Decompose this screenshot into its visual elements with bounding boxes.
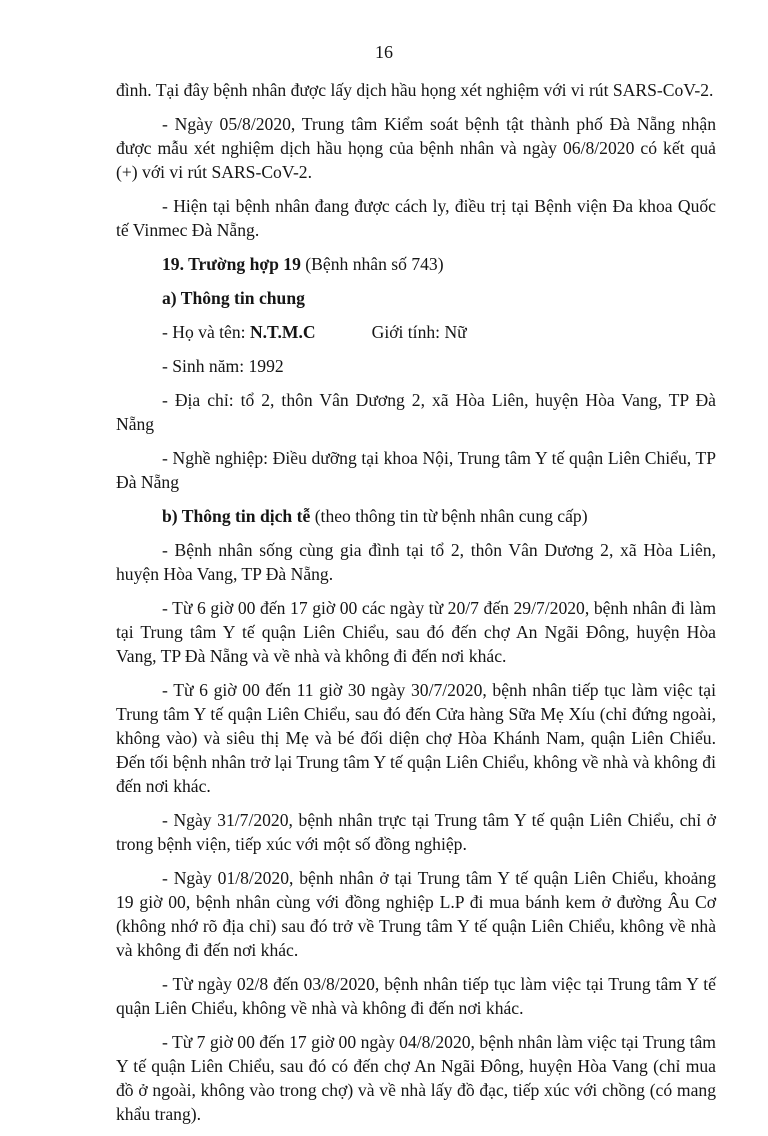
section-a-heading bbox=[116, 286, 716, 310]
gender-value: Giới tính: Nữ bbox=[371, 322, 467, 342]
case-19-patient-number: (Bệnh nhân số 743) bbox=[300, 254, 444, 274]
patient-name-line bbox=[116, 320, 716, 344]
document-body bbox=[116, 78, 716, 1136]
section-b-subtitle: (theo thông tin từ bệnh nhân cung cấp) bbox=[310, 506, 588, 526]
occupation-line: - Nghề nghiệp: Điều dưỡng tại khoa Nội, Trung tâm Y tế quận Liên Chiểu, TP Đà Nẵng bbox=[116, 448, 716, 492]
section-b-title: b) Thông tin dịch tễ bbox=[162, 506, 311, 526]
section-a-title: a) Thông tin chung bbox=[162, 288, 305, 308]
page-number: 16 bbox=[375, 42, 393, 62]
name-label: - Họ và tên: bbox=[162, 322, 250, 342]
name-value: N.T.M.C bbox=[249, 322, 316, 342]
epidemiology-item-4: - Ngày 31/7/2020, bệnh nhân trực tại Trung tâm Y tế quận Liên Chiểu, chỉ ở trong bệnh viện, tiếp xúc với một số đồng nghiệp. bbox=[116, 810, 716, 854]
epidemiology-item-6: - Từ ngày 02/8 đến 03/8/2020, bệnh nhân tiếp tục làm việc tại Trung tâm Y tế quận Liên Chiểu, không về nhà và không đi đến nơi khác. bbox=[116, 974, 716, 1018]
birth-year-line: - Sinh năm: 1992 bbox=[162, 356, 284, 376]
section-b-heading bbox=[116, 504, 716, 528]
epidemiology-item-5: - Ngày 01/8/2020, bệnh nhân ở tại Trung tâm Y tế quận Liên Chiểu, khoảng 19 giờ 00, bệnh nhân cùng với đồng nghiệp L.P đi mua bánh kem ở đường Âu Cơ (không nhớ rõ địa chỉ) sau đó trở về Trung tâm Y tế quận Liên Chiểu, không về nhà và không đi đến nơi khác. bbox=[116, 868, 716, 960]
case-19-heading bbox=[116, 252, 716, 276]
paragraph-current-status: - Hiện tại bệnh nhân đang được cách ly, điều trị tại Bệnh viện Đa khoa Quốc tế Vinmec Đà Nẵng. bbox=[116, 196, 716, 240]
epidemiology-item-3: - Từ 6 giờ 00 đến 11 giờ 30 ngày 30/7/2020, bệnh nhân tiếp tục làm việc tại Trung tâm Y tế quận Liên Chiểu, sau đó đến Cửa hàng Sữa Mẹ Xíu (chỉ đứng ngoài, không vào) và siêu thị Mẹ và bé đối diện chợ Hòa Khánh Nam, quận Liên Chiểu. Đến tối bệnh nhân trở lại Trung tâm Y tế quận Liên Chiểu, không về nhà và không đi đến nơi khác. bbox=[116, 680, 716, 796]
address-line: - Địa chỉ: tổ 2, thôn Vân Dương 2, xã Hòa Liên, huyện Hòa Vang, TP Đà Nẵng bbox=[116, 390, 716, 434]
paragraph-test-result: - Ngày 05/8/2020, Trung tâm Kiểm soát bệnh tật thành phố Đà Nẵng nhận được mẫu xét nghiệm dịch hầu họng của bệnh nhân và ngày 06/8/2020 có kết quả (+) với vi rút SARS-CoV-2. bbox=[116, 114, 716, 182]
epidemiology-item-7: - Từ 7 giờ 00 đến 17 giờ 00 ngày 04/8/2020, bệnh nhân làm việc tại Trung tâm Y tế quận Liên Chiểu, sau đó có đến chợ An Ngãi Đông, huyện Hòa Vang (chỉ mua đồ ở ngoài, không vào trong chợ) và về nhà lấy đồ đạc, tiếp xúc với chồng (có mang khẩu trang). bbox=[116, 1032, 716, 1124]
paragraph-continuation: đình. Tại đây bệnh nhân được lấy dịch hầu họng xét nghiệm với vi rút SARS-CoV-2. bbox=[116, 80, 714, 100]
epidemiology-item-2: - Từ 6 giờ 00 đến 17 giờ 00 các ngày từ 20/7 đến 29/7/2020, bệnh nhân đi làm tại Trung tâm Y tế quận Liên Chiểu, sau đó đến chợ An Ngãi Đông, huyện Hòa Vang, TP Đà Nẵng và về nhà và không đi đến nơi khác. bbox=[116, 598, 716, 666]
epidemiology-item-1: - Bệnh nhân sống cùng gia đình tại tổ 2, thôn Vân Dương 2, xã Hòa Liên, huyện Hòa Vang, TP Đà Nẵng. bbox=[116, 540, 716, 584]
case-19-title: 19. Trường hợp 19 bbox=[162, 254, 301, 274]
